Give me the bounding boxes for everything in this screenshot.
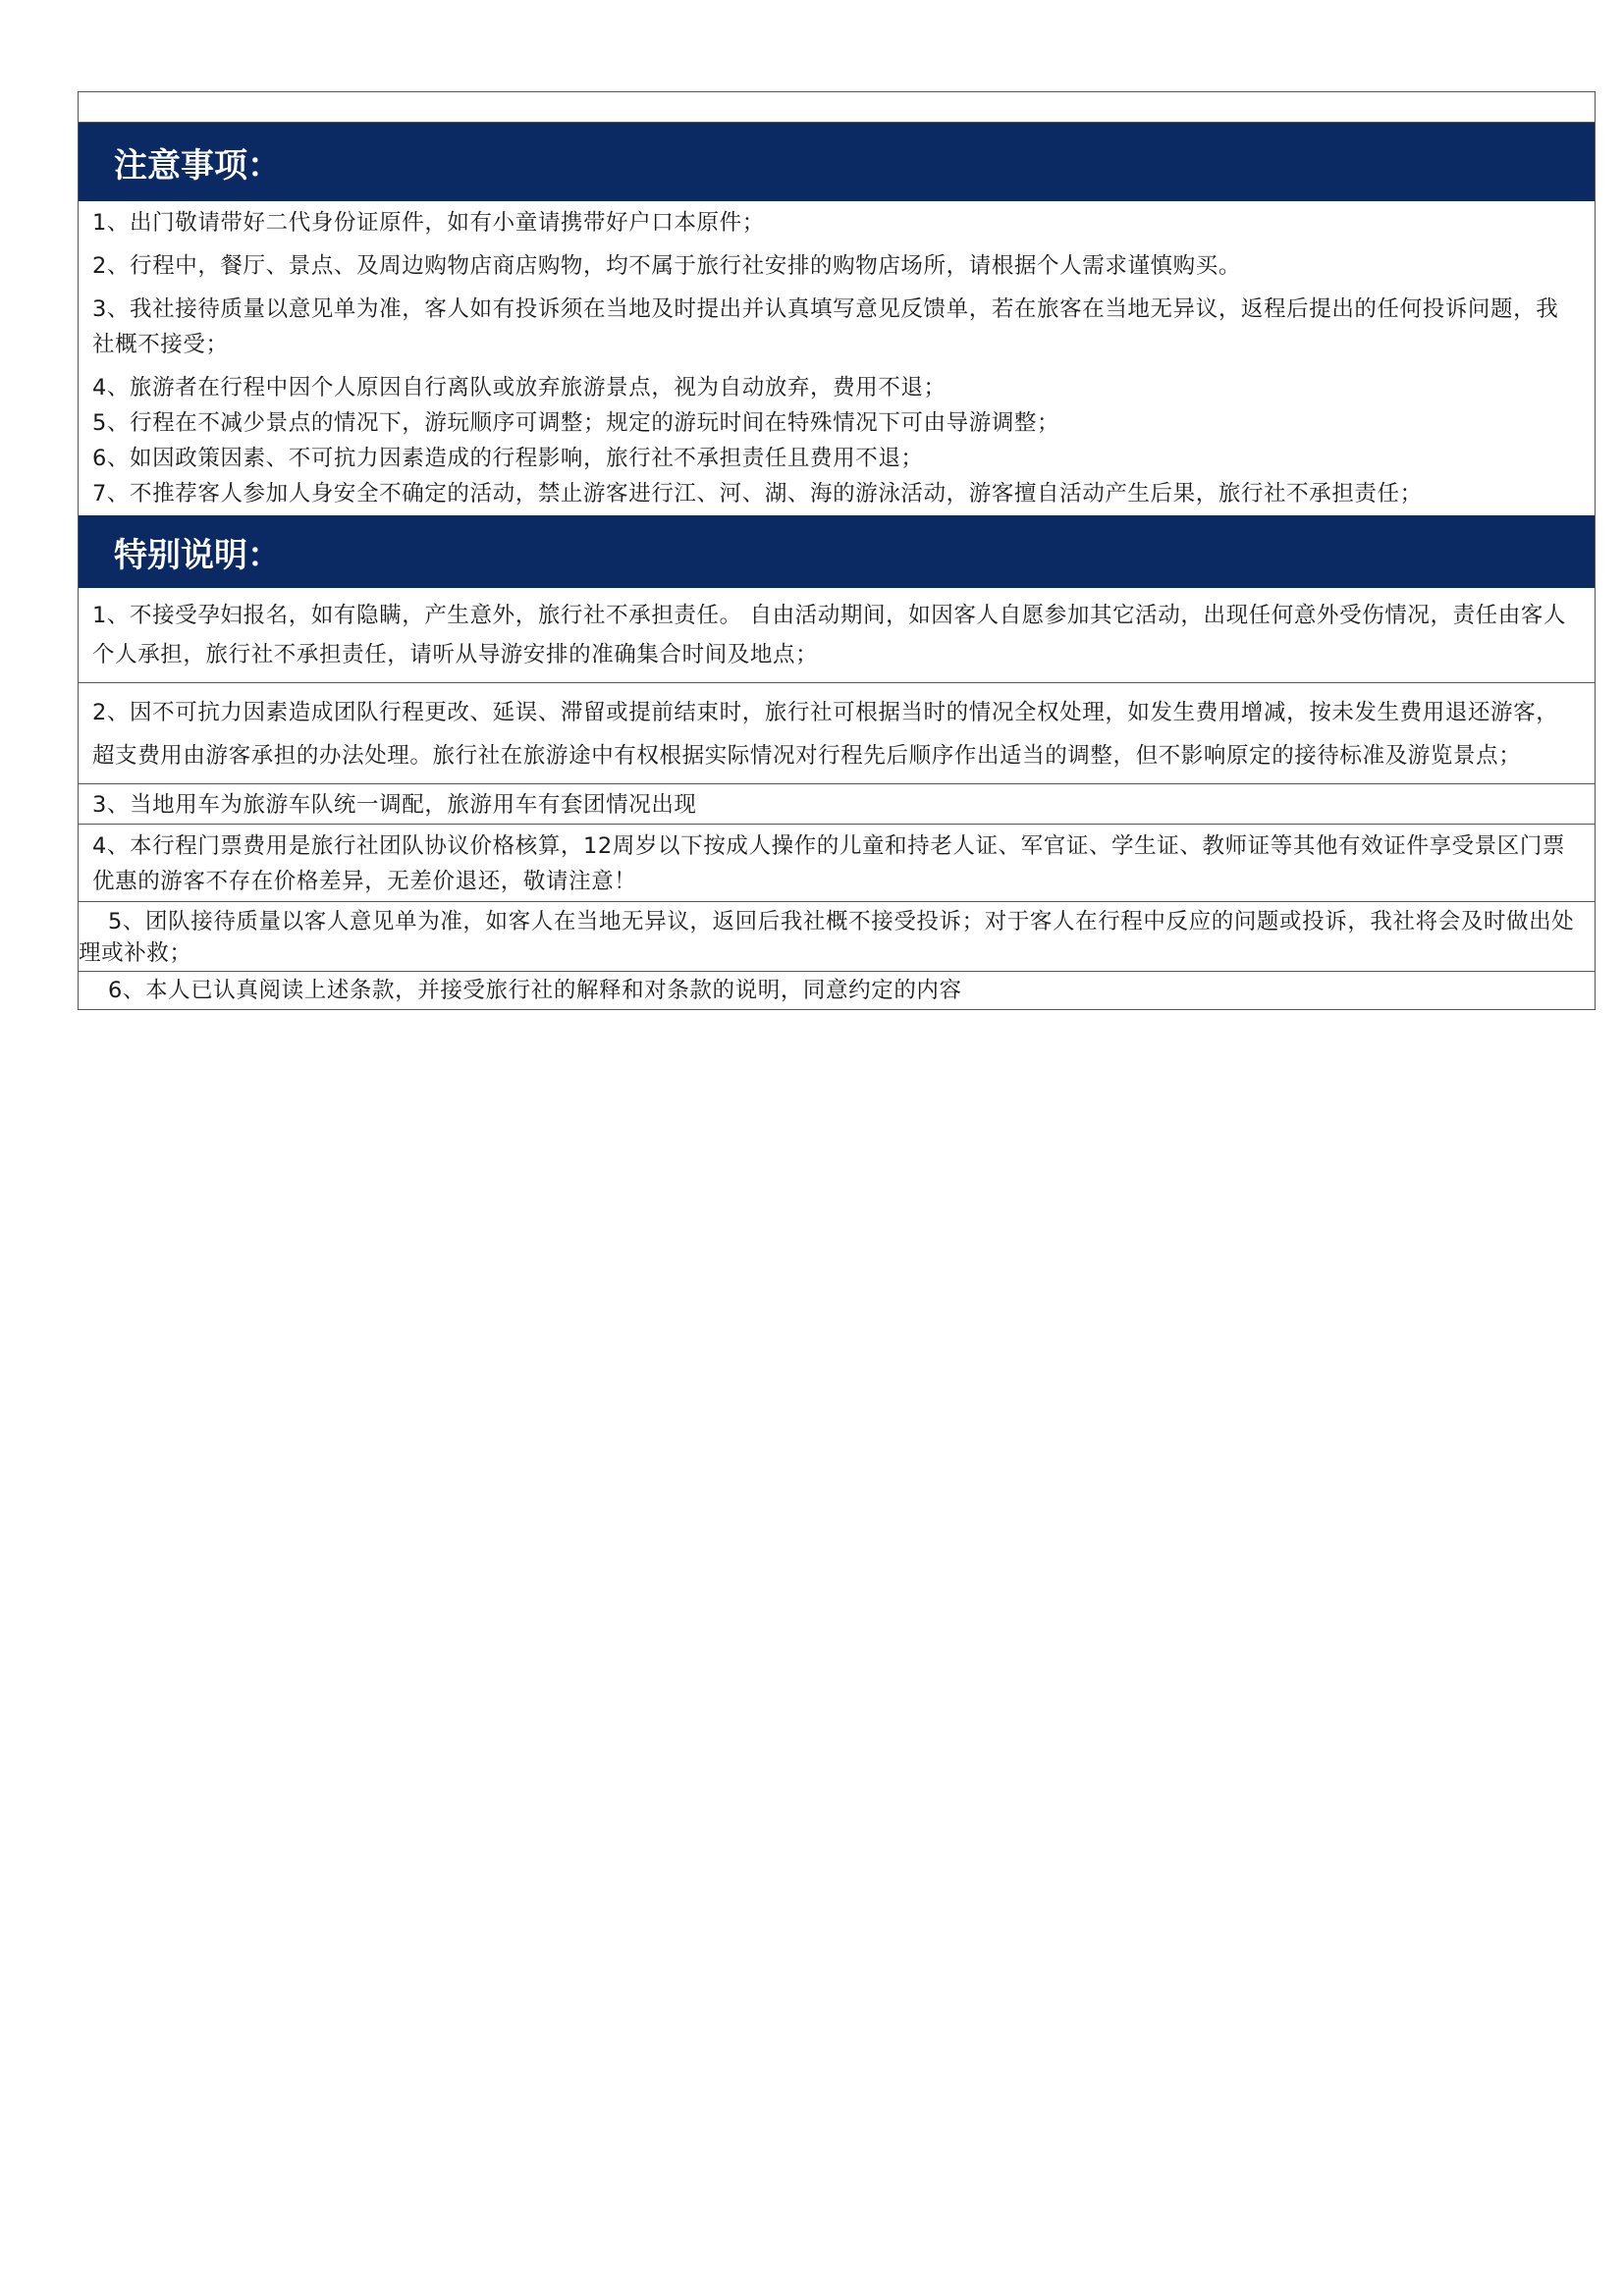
special-item	[79, 901, 1595, 971]
special-item: 1、不接受孕妇报名，如有隐瞒，产生意外，旅行社不承担责任。 自由活动期间，如因客人自愿参加其它活动，出现任何意外受伤情况，责任由客人个人承担，旅行社不承担责任，请听从导游安排的准确集合时间及地点；	[92, 603, 1567, 667]
notice-title: 注意事项：	[114, 145, 281, 186]
special-item: 4、本行程门票费用是旅行社团队协议价格核算，12周岁以下按成人操作的儿童和持老人证、军官证、学生证、教师证等其他有效证件享受景区门票优惠的游客不存在价格差异，无差价退还，敬请注意！	[79, 824, 1595, 901]
notice-item: 5、行程在不减少景点的情况下，游玩顺序可调整；规定的游玩时间在特殊情况下可由导游调整；	[92, 410, 1060, 436]
special-item: 2、因不可抗力因素造成团队行程更改、延误、滞留或提前结束时，旅行社可根据当时的情况全权处理，如发生费用增减，按未发生费用退还游客，超支费用由游客承担的办法处理。旅行社在旅游途中有权根据实际情况对行程先后顺序作出适当的调整，但不影响原定的接待标准及游览景点；	[79, 682, 1595, 783]
terms-table	[78, 91, 1596, 1010]
special-title: 特别说明：	[114, 535, 281, 575]
notice-item: 4、旅游者在行程中因个人原因自行离队或放弃旅游景点，视为自动放弃，费用不退；	[92, 375, 947, 400]
special-item: 6、本人已认真阅读上述条款，并接受旅行社的解释和对条款的说明，同意约定的内容	[79, 971, 1595, 1009]
special-list	[79, 588, 1595, 1009]
notice-item: 6、如因政策因素、不可抗力因素造成的行程影响，旅行社不承担责任且费用不退；	[92, 446, 924, 471]
notice-section-header	[79, 123, 1595, 201]
notice-item: 3、我社接待质量以意见单为准，客人如有投诉须在当地及时提出并认真填写意见反馈单，若在旅客在当地无异议，返程后提出的任何投诉问题，我社概不接受；	[92, 296, 1559, 357]
notice-item: 1、出门敬请带好二代身份证原件，如有小童请携带好户口本原件；	[92, 210, 765, 236]
table-top-row	[79, 92, 1595, 123]
notice-list	[79, 201, 1595, 515]
special-item-text: 5、团队接待质量以客人意见单为准，如客人在当地无异议，返回后我社概不接受投诉；对于客人在行程中反应的问题或投诉，我社将会及时做出处理或补救；	[79, 909, 1575, 966]
special-item: 3、当地用车为旅游车队统一调配，旅游用车有套团情况出现	[79, 783, 1595, 824]
notice-item: 2、行程中，餐厅、景点、及周边购物店商店购物，均不属于旅行社安排的购物店场所，请根据个人需求谨慎购买。	[92, 253, 1241, 279]
special-section-header	[79, 515, 1595, 588]
notice-item: 7、不推荐客人参加人身安全不确定的活动，禁止游客进行江、河、湖、海的游泳活动，游客擅自活动产生后果，旅行社不承担责任；	[92, 481, 1423, 507]
